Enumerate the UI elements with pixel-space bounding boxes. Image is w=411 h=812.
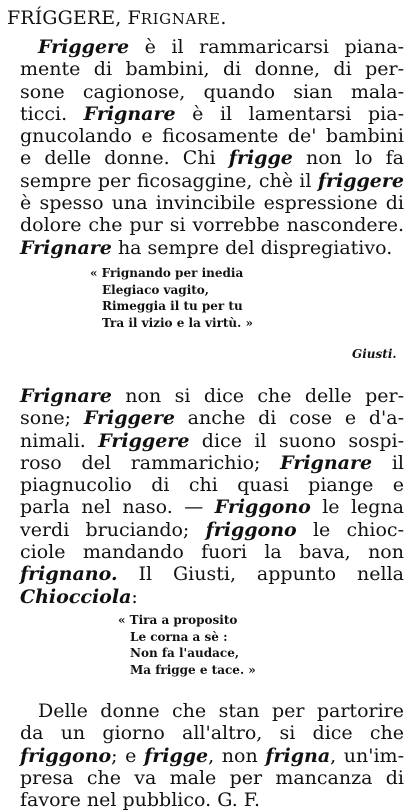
italic-term: Friggono — [214, 496, 311, 519]
italic-term: Chiocciola — [20, 585, 132, 608]
verse-line: « Tira a proposito — [118, 613, 238, 627]
text-line — [20, 519, 404, 541]
paragraph-friggere-definition — [20, 36, 404, 259]
italic-term: frigna — [265, 744, 331, 767]
text-line — [20, 563, 404, 585]
italic-term: frignano. — [20, 563, 118, 586]
verse-line: Ma frigge e tace. » — [130, 662, 256, 677]
text-line — [20, 147, 404, 169]
text-line — [20, 430, 404, 452]
italic-term: Friggere — [98, 429, 190, 452]
italic-term: frigge — [228, 147, 293, 170]
italic-term: friggere — [317, 169, 404, 192]
heading-main: FRÍGGERE, F — [7, 7, 141, 29]
text-line — [20, 36, 404, 58]
italic-term: Friggere — [38, 36, 130, 58]
text-line: ciole mandando fuori la bava, non — [20, 541, 404, 564]
text-line — [20, 237, 404, 259]
line-text: parla nel naso. — — [20, 496, 215, 519]
line-text: ticci. — [20, 102, 84, 125]
line-text: nimali. — [20, 429, 99, 452]
heading-smallcaps: RIGNARE — [140, 10, 221, 28]
line-text: è il rammaricarsi piana- — [129, 36, 404, 58]
line-text: dice il suono sospi- — [189, 429, 405, 452]
text-line — [20, 407, 404, 429]
text-line — [20, 586, 404, 608]
italic-term: Friggere — [83, 407, 175, 430]
line-text: verdi bruciando; — [20, 518, 206, 541]
paragraph-friggere-figurative — [20, 700, 404, 811]
verse-quote-giusti — [90, 265, 253, 331]
text-line: è spesso una invincibile espressione di — [20, 192, 404, 215]
italic-term: Frignare — [83, 102, 176, 125]
verse-line: « Frignando per inedia — [90, 266, 244, 280]
text-line — [20, 170, 404, 192]
paragraph-frignare-usage — [20, 385, 404, 608]
verse-line: Elegiaco vagito, — [102, 282, 209, 297]
italic-term: friggono — [20, 744, 112, 767]
line-text: , un'im- — [330, 744, 404, 767]
line-text: non si dice che delle per- — [111, 385, 404, 407]
text-line: Delle donne che stan per partorire — [38, 700, 404, 722]
line-text: il — [372, 451, 404, 474]
line-text: non lo fa — [292, 147, 404, 170]
italic-term: Frignare — [280, 451, 373, 474]
italic-term: friggono — [205, 518, 297, 541]
line-text: roso del rammarichio; — [20, 451, 281, 474]
text-line — [20, 452, 404, 474]
line-text: sempre per ficosaggine, chè il — [20, 169, 318, 192]
text-line — [20, 745, 404, 767]
text-line: piagnucolio di chi quasi piange e — [20, 474, 404, 497]
line-text: sone; — [20, 407, 84, 430]
text-line — [20, 385, 404, 407]
italic-term: frigge — [144, 744, 209, 767]
text-line — [20, 103, 404, 125]
text-line: gnucolando e ficosamente de' bambini — [20, 125, 404, 148]
italic-term: Frignare — [20, 236, 112, 259]
text-line: sone cagionose, quando sian mala- — [20, 80, 404, 103]
line-text: le legna — [310, 496, 404, 519]
line-text: , non — [208, 744, 266, 767]
verse-line: Non fa l'audace, — [130, 646, 240, 660]
entry-heading — [7, 6, 227, 31]
verse-quote-chiocciola — [118, 612, 256, 678]
text-line — [20, 496, 404, 518]
line-text: è il lamentarsi pia- — [175, 102, 404, 125]
line-text: le chioc- — [296, 518, 404, 541]
line-text: anche di cose e d'a- — [174, 407, 404, 430]
line-text: : — [131, 585, 138, 608]
quote-author: Giusti. — [352, 347, 397, 361]
verse-line: Le corna a sè : — [130, 629, 228, 644]
text-line: mente di bambini, di donne, di per- — [20, 58, 404, 81]
verse-line: Tra il vizio e la virtù. » — [102, 315, 254, 330]
line-text: ha sempre del dispregiativo. — [111, 236, 393, 259]
line-text: e delle donne. Chi — [20, 147, 229, 170]
text-line: presa che va male per mancanza di — [20, 766, 404, 789]
heading-end: . — [220, 7, 227, 29]
text-line: dolore che pur si vorrebbe nascondere. — [20, 214, 404, 237]
text-line: favore nel pubblico. G. F. — [20, 789, 261, 812]
line-text: Il Giusti, appunto nella — [117, 563, 404, 586]
line-text: ; e — [111, 744, 145, 767]
italic-term: Frignare — [20, 385, 112, 407]
text-line: da un giorno all'altro, si dice che — [20, 722, 404, 745]
verse-line: Rimeggia il tu per tu — [102, 299, 243, 313]
